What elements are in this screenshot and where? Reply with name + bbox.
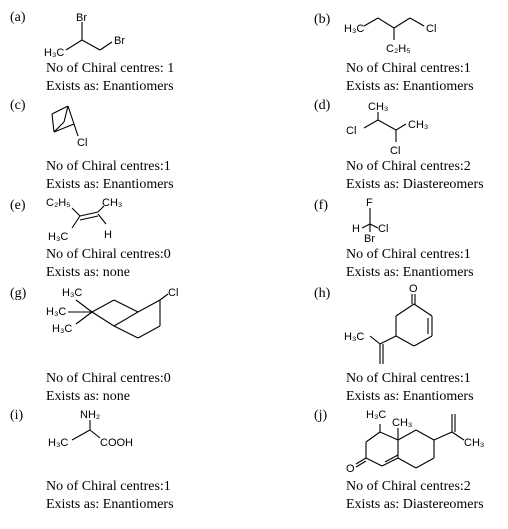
info-block [46,478,174,514]
atom-label: NH₂ [80,409,101,421]
info-block [46,370,171,406]
entry-letter: (j) [314,408,328,423]
atom-label: O [346,463,355,475]
chiral-centres-text: No of Chiral centres:1 [46,479,171,494]
atom-label: Br [364,233,375,245]
atom-label: H₃C [44,47,65,59]
info-block [46,158,174,194]
info-block [346,370,474,406]
structure-e [42,194,142,246]
chiral-centres-text: No of Chiral centres:2 [346,159,471,174]
atom-label: F [366,197,373,209]
entry-letter: (e) [10,198,26,213]
chiral-centres-text: No of Chiral centres:1 [46,159,171,174]
atom-label: H [352,223,360,235]
entry-letter: (f) [314,198,328,213]
entry-letter: (b) [314,12,331,27]
exists-as-text: Exists as: Enantiomers [346,79,474,94]
chiral-centres-text: No of Chiral centres:2 [346,479,471,494]
entry-letter: (d) [314,98,331,113]
atom-label: CH₃ [392,417,413,429]
chiral-centres-text: No of Chiral centres:1 [346,61,471,76]
atom-label: C₂H₅ [46,197,71,209]
exists-as-text: Exists as: Enantiomers [346,389,474,404]
entry-letter: (h) [314,286,331,301]
atom-label: H₃C [48,437,69,449]
atom-label: H [104,229,112,241]
atom-label: Cl [378,223,389,235]
info-block [346,478,484,514]
chiral-centres-text: No of Chiral centres:0 [46,247,171,262]
structure-h [340,280,450,370]
atom-label: H₃C [52,323,73,335]
structure-f [340,194,420,246]
info-block [46,246,171,282]
structure-c [40,98,110,154]
chiral-centres-text: No of Chiral centres:1 [346,247,471,262]
atom-label: COOH [100,437,133,449]
atom-label: CH₃ [368,101,389,113]
atom-label: H₃C [46,306,67,318]
structure-a [42,8,162,60]
exists-as-text: Exists as: Enantiomers [46,79,174,94]
atom-label: Cl [77,137,88,149]
exists-as-text: Exists as: Diastereomers [346,497,484,512]
atom-label: Cl [346,125,357,137]
entry-letter: (a) [10,10,26,25]
atom-label: H₃C [344,23,365,35]
atom-label: H₃C [62,287,83,299]
exists-as-text: Exists as: none [46,389,130,404]
atom-label: H₃C [48,231,69,243]
structure-g [42,282,192,342]
chiral-centres-text: No of Chiral centres: 1 [46,61,175,76]
atom-label: H₃C [344,331,365,343]
atom-label: O [409,283,418,295]
atom-label: Cl [168,287,179,299]
info-block [346,246,474,282]
entry-letter: (g) [10,286,27,301]
entry-letter: (i) [10,408,24,423]
exists-as-text: Exists as: none [46,265,130,280]
atom-label: Br [76,12,87,24]
atom-label: Br [114,35,125,47]
atom-label: H₃C [366,409,387,421]
chiral-centres-text: No of Chiral centres:1 [346,371,471,386]
exists-as-text: Exists as: Enantiomers [46,177,174,192]
atom-label: Cl [390,145,401,157]
chiral-centres-text: No of Chiral centres:0 [46,371,171,386]
info-block [46,60,174,96]
atom-label: CH₃ [408,119,429,131]
structure-j [340,404,500,478]
info-block [346,60,474,96]
exists-as-text: Exists as: Enantiomers [46,497,174,512]
atom-label: CH₃ [102,197,123,209]
atom-label: C₂H₅ [386,43,411,55]
info-block [346,158,484,194]
atom-label: CH₃ [464,437,485,449]
exists-as-text: Exists as: Diastereomers [346,177,484,192]
structure-b [340,8,480,58]
structure-i [42,404,152,452]
exists-as-text: Exists as: Enantiomers [346,265,474,280]
structure-d [340,96,450,158]
atom-label: Cl [426,23,437,35]
entry-letter: (c) [10,98,26,113]
